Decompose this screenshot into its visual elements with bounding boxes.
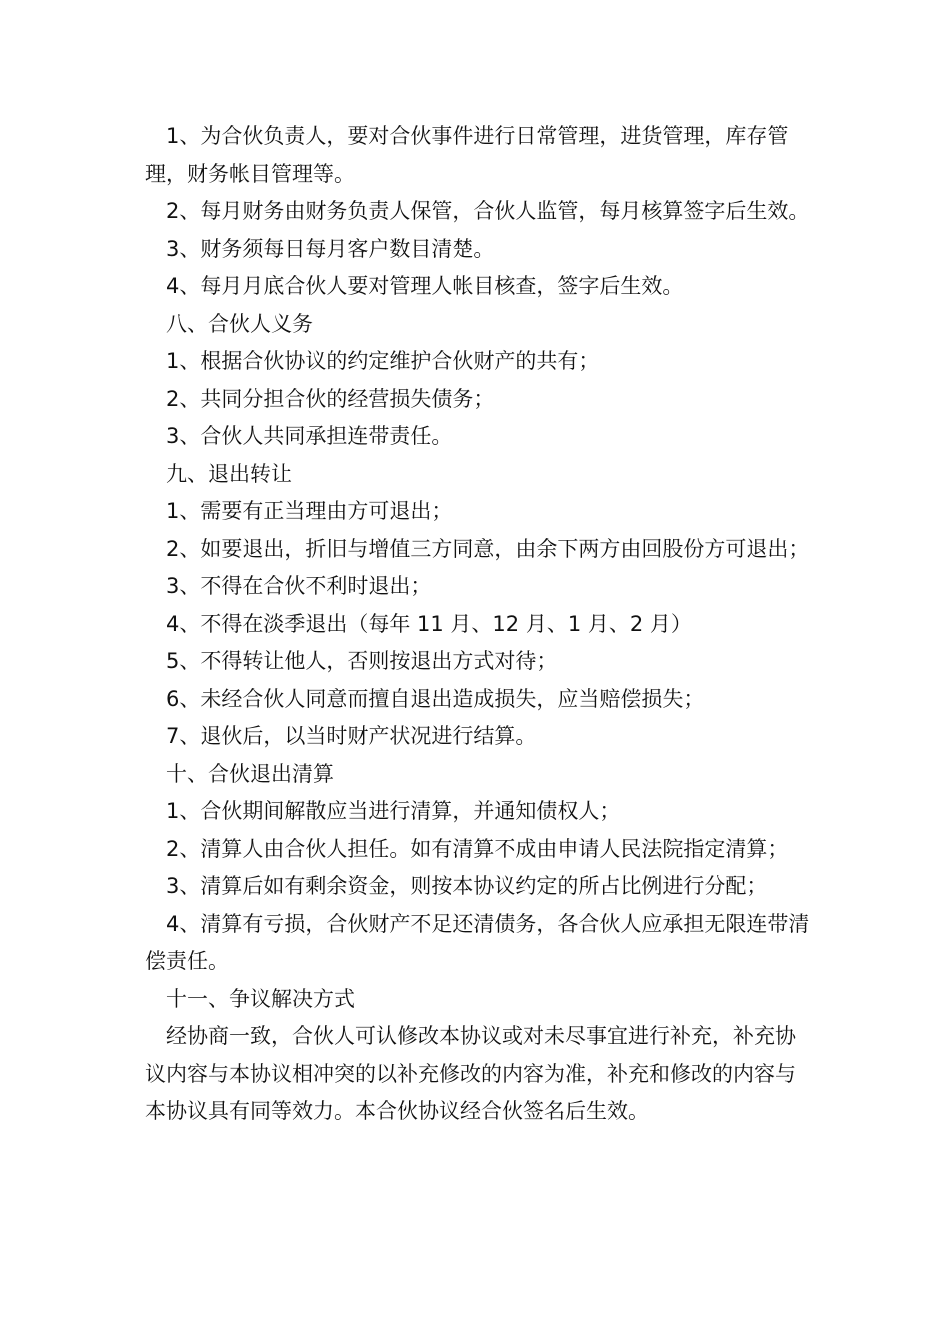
paragraph: 6、未经合伙人同意而擅自退出造成损失，应当赔偿损失； (166, 686, 705, 711)
paragraph: 经协商一致，合伙人可认修改本协议或对未尽事宜进行补充，补充协议内容与本协议相冲突的以补充修改的内容为准，补充和修改的内容与本协议具有同等效力。本合伙协议经合伙签名后生效。 (145, 1024, 796, 1123)
paragraph: 7、退伙后，以当时财产状况进行结算。 (166, 724, 537, 748)
paragraph: 1、根据合伙协议的约定维护合伙财产的共有； (166, 349, 600, 373)
paragraph: 1、需要有正当理由方可退出； (166, 499, 453, 523)
paragraph: 2、共同分担合伙的经营损失债务； (166, 386, 495, 411)
paragraph: 2、清算人由合伙人担任。如有清算不成由申请人民法院指定清算； (166, 836, 789, 861)
paragraph: 4、不得在淡季退出（每年 11 月、12 月、1 月、2 月） (166, 611, 692, 636)
paragraph: 2、如要退出，折旧与增值三方同意，由余下两方由回股份方可退出； (166, 536, 810, 561)
section-heading: 十、合伙退出清算 (166, 761, 334, 786)
paragraph: 2、每月财务由财务负责人保管，合伙人监管，每月核算签字后生效。 (166, 199, 810, 223)
document-body (145, 118, 815, 1131)
paragraph: 4、每月月底合伙人要对管理人帐目核查，签字后生效。 (166, 274, 684, 298)
paragraph: 1、为合伙负责人，要对合伙事件进行日常管理，进货管理，库存管理，财务帐目管理等。 (145, 124, 789, 186)
section-heading: 十一、争议解决方式 (166, 986, 355, 1011)
paragraph: 3、不得在合伙不利时退出； (166, 574, 432, 598)
paragraph: 3、财务须每日每月客户数目清楚。 (166, 236, 495, 261)
paragraph: 3、清算后如有剩余资金，则按本协议约定的所占比例进行分配； (166, 874, 768, 898)
paragraph: 3、合伙人共同承担连带责任。 (166, 424, 453, 448)
paragraph: 4、清算有亏损，合伙财产不足还清债务，各合伙人应承担无限连带清偿责任。 (145, 911, 810, 973)
section-heading: 九、退出转让 (166, 461, 292, 486)
section-heading: 八、合伙人义务 (166, 311, 313, 336)
paragraph: 1、合伙期间解散应当进行清算，并通知债权人； (166, 799, 621, 823)
paragraph: 5、不得转让他人，否则按退出方式对待； (166, 649, 558, 673)
